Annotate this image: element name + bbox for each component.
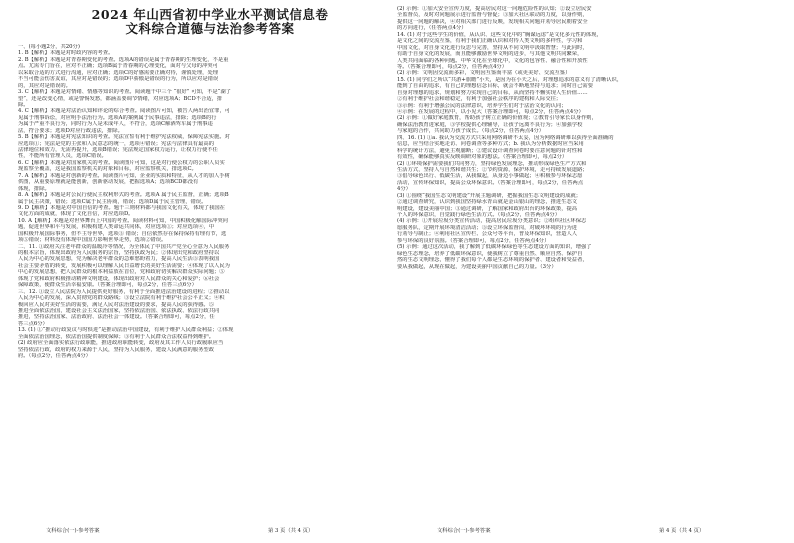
answer-line: 题，促进世界和平与发展，积极构建人类命运共同体，对应选项①；对应选项④，中 xyxy=(18,224,214,231)
answer-line: 有助于自身文化的发展，而且能够激励世界文明的进步，与其他文明共同繁荣， xyxy=(397,51,583,58)
answer-line: 推进全面依法治国，建设社会主义法治国家，坚持依法治国、依法执政、依法行政共同 xyxy=(18,307,220,314)
answer-line: 然的生态文明理念，懂得了我们每个人都是生态环境的保护者、建设者和受益者， xyxy=(397,257,588,264)
answer-line: (2) 政府应全面落实依法行政职能，推进政府职能转变，政府及其工作人员行政履职应当 xyxy=(18,340,224,347)
answer-line: 9. D【解析】本题是对中国自信的考查。题干三则材料都与我国文化有关，体现了我国在 xyxy=(18,204,225,211)
answer-line: 4分） xyxy=(397,186,411,193)
answer-line: 保障政策，使群众生活幸福安康。（答案合理即可，每点2分，任答三点6分） xyxy=(18,282,197,289)
answer-line: 7. A【解析】本题是对创新的考查。阅读图片可知，企业的实质和特征，从人才的加人手树 xyxy=(18,172,230,179)
answer-line: 法，符合要求；选项D对应行政违法，排除。 xyxy=(18,127,123,134)
answer-line: 确保法治教育进家庭，③学校提供心理辅导，让孩子远离不良行为；④加强学校 xyxy=(397,121,583,128)
answer-line: 个人的环保意识，自觉践行绿色生活方式。（每点2分，任答两点4分） xyxy=(397,212,560,218)
answer-line: 现监察全覆盖，这是我国监察机关的对象和目标，对应监察机关，排选项C。 xyxy=(18,166,197,173)
answer-line: 体现，排除。 xyxy=(18,185,50,192)
answer-line: 府。（每点2分，任答两点4分） xyxy=(18,353,91,359)
answer-line: 推进，坚持法治国家、法治政府、法治社会一体建设。（答案合理即可，每点2分，任 xyxy=(18,314,215,321)
footer-doc-name: 文科综合(一)·参考答案 xyxy=(46,528,100,534)
answer-line: 1. B【解析】本题是对时政内容的考查。 xyxy=(18,50,114,57)
answer-line: 应选项①；宪法是党的主张和人民意志的统一，选项④错误；宪法与法律具有最高的 xyxy=(18,140,214,147)
answer-page-right xyxy=(397,0,794,543)
answer-line: (4) 示例：①开展垃圾分类宣传活动，提高居民垃圾分类意识；②组织社区环保志 xyxy=(397,218,587,225)
answer-line: 10. A【解析】本题是对世界舞台上中国的考查。阅读材料可知，中国积极化解国际冲突问 xyxy=(18,217,228,224)
answer-line: 能到了自由的追求，有自己的理想信念目标，就会不断地坚持与追求；同时自己需要 xyxy=(397,83,593,90)
answer-line: 5. B【解析】本题是对宪法知识的考查。宪法宣誓有利于维护宪法权威，保障宪法实施。对 xyxy=(18,134,230,141)
answer-line: 一、(每小题2分，共20分) xyxy=(18,44,80,50)
answer-line: (2) 示例：①做好家庭教育，帮助孩子树立正确的价值观；②教育引导家长以身作则， xyxy=(397,115,597,122)
answer-line: 的根本宗旨，体现出政府为人民服务的宗旨，坚持执政为民；②体现出党和政府坚持以 xyxy=(18,250,220,256)
answer-line: 点。尤需专门旨在，应对不正确；选项B属于青春期的心理变化，面对与父母的冲突可 xyxy=(18,63,218,70)
answer-column-right xyxy=(397,6,780,270)
answer-line: 二、11. ①政府关注老年群众的温暖冷等情况，为全体民了中国共产党全心全意为人民服务 xyxy=(18,243,230,250)
answer-line: 自身对理想的追求，规划和努力实现自己的目标，从而坚持不懈实现人生价值…… xyxy=(397,89,588,96)
answer-column-left xyxy=(18,44,380,359)
answer-line: 三、12. ①设立人民法院为人民提供更好服务，有利于全面推进法治建设的进程；②推动以 xyxy=(18,288,230,295)
answer-line: 14. (1) 对于这些学生的价值，从认识、这些文化中的“胸谋远虑”是文化多元性的体现， xyxy=(397,31,602,38)
answer-line: 提供这一问题的解决，④对相关部门进行反映，发现相关问题并劝导居民朝着安全 xyxy=(397,18,588,25)
answer-line: 见属于刑事诉讼，对应明手法治行为。选项A的案例属于民事违法，排除；选项B的行 xyxy=(18,114,217,121)
answer-line: ④示例：在发展的过程中，以小见大（答案合理即可，每点2分，任答两点4分） xyxy=(397,109,584,115)
answer-line: ③示例：有利于增强公民的法律意识，培养学生们对于法治文化的认同； xyxy=(397,102,567,109)
answer-line: 文化方面的成就，体现了文化自信，对应选项D。 xyxy=(18,211,134,218)
answer-line: 绿色生态理念，培养了低碳环保意识，使我树立了尊重自然、顺应自然、保护自 xyxy=(397,250,583,257)
answer-line: 性，不能所有管理人员，选项C错误。 xyxy=(18,153,107,160)
answer-line: (3) ①围绕“我国生态文明建设”开展主题调研，把握我国生态文明建设的成就； xyxy=(397,192,582,199)
answer-line: 人民为中心的发展思想，党为解决老年群众的急难愁盼着力，提高人民生活③表明我国 xyxy=(18,256,220,263)
answer-line: 为属于严重不良行为，同时行为人是未成年人，不符合，选项C解酒驾车属于刑事违 xyxy=(18,121,213,128)
answer-line: ③倡导绿色出行、低碳生活，从我做起，从身边小事做起；④积极参与环保志愿 xyxy=(397,173,583,180)
answer-line: 行劝导与制止；④利用社区宣传栏、公众号等平台，普及环保知识，营造人人 xyxy=(397,231,578,238)
answer-line: 科学的统计方法，避免主观臆断；②建议设计调查问卷时要注意问题的针对性和 xyxy=(397,147,583,154)
answer-line: 参与环保的良好氛围。（答案合理即可，每点2分，任答两点4分） xyxy=(397,237,550,244)
answer-line: 信息，应当结合实地走访、问卷调查等多种方式；b. 我认为分析数据时应当采用 xyxy=(397,141,584,148)
answer-line: 6. C【解析】本题是对国家机关的考查。阅读图片可知，这是对行使公权力的公职人员实 xyxy=(18,159,225,166)
document-title: 2024 年山西省初中学业水平测试信息卷 xyxy=(91,7,329,22)
answer-line: 供图，从重要原理就是能创新，创新驱动发展，把握选项A；选项BCD都没有 xyxy=(18,179,199,186)
document-subtitle: 文科综合道德与法治参考答案 xyxy=(125,21,295,36)
answer-line: 极回应人民对美好生活的需要，满足人民对法治建设的要求，提高人民的获得感。⑤ xyxy=(18,301,214,308)
answer-line: 明建设，建设美丽中国；③通过调研，了解国家和政府出台的环保政策，提高 xyxy=(397,205,578,212)
answer-line: 3. C【解析】本题是对情绪、情感等知识的考查。阅读题干中三个 “很好” 可知，不是“湖了 xyxy=(18,89,231,96)
answer-line: 与家庭的合作，共同助力孩子成长。（每点2分，任答两点4分） xyxy=(397,128,545,135)
answer-line: 国积极开展国际事务，但不主导世界，选项③ 错误；自信依然存在保持保持有理有节，选 xyxy=(18,230,227,237)
footer-page-number: 第 3 页（共 4 页） xyxy=(268,528,314,534)
answer-line: 是文化之间的交流互鉴，有利于我们正确认识和对待人类文明的多样性，学习和 xyxy=(397,38,583,45)
answer-line: 中国文化，对自身文化进行反思与完善，坚持从不同文明中汲取智慧；与此同时， xyxy=(397,44,588,51)
answer-line: 15. (1) 同学们之所以“共游+旅瞻”小天，是因为在小天之后，对理想追求的意义有了清晰认识， xyxy=(397,76,623,83)
answer-line: 的方向进行，（任答两点4分） xyxy=(397,25,467,32)
answer-line: 4. C【解析】本题是对法治认知和评论的综合考查。阅读图片可知，被告人两出治宜罪，可 xyxy=(18,108,231,115)
answer-line: 答三点6分） xyxy=(18,320,48,327)
answer-line: 2. B【解析】本题是对青春期变化的考查。选项A的错误是属于青春期的生理变化，不是重 xyxy=(18,56,229,63)
answer-line: 社会主要矛盾的转变，发展积极可以理解人民日益增长的美好生活需要；④体现了以人民为 xyxy=(18,262,230,269)
answer-line: 的，其应对是错误的。 xyxy=(18,82,71,89)
answer-line: 全面依法治国理念，依法治国提供制度保障；③有利于人民群众合法权益得到维护。 xyxy=(18,333,214,340)
answer-line: 四、16. (1) ①a. 我认为交流方式只采用网络调研不太妥，因为网络调研难以获得全面准确的 xyxy=(397,134,614,141)
answer-line: 不当可能会伤害友谊，其应对是错误的；选项D中骄傲是错误的行为，所以应对是错误 xyxy=(18,76,219,83)
answer-line: 体现了党和政府积极推动精神文明建设，体现出政府对人民群众的关心和爱护；⑥社会 xyxy=(18,275,220,282)
footer-page-number: 第 4 页（共 4 页） xyxy=(659,528,705,534)
answer-line: (5) 示例：通过这次活动，我了解到了低碳环保绿色等生态建设方面的知识，增强了 xyxy=(397,244,592,251)
answer-line: ②有利于维护社会和谐稳定，有利于加强社会秩序的建构和人际交往； xyxy=(397,96,562,103)
answer-line: 法律地位和效力，无需再提升，选项B错误；宪法规定国家权力运行，让权力行使不任 xyxy=(18,147,218,153)
answer-line: 项⑤错误；材料没有体现中国国力影响世界走势，选项②错误。 xyxy=(18,237,167,244)
answer-line: 要从我做起，从现在做起，为建设美丽中国贡献自己的力量。（3分） xyxy=(397,263,557,270)
answer-line: 愿服务队，定期开展环境清洁活动；③设立环保监督岗，对破坏环境的行为进 xyxy=(397,224,578,231)
answer-line: ②通过调查研究，认识到我国坚持绿水青山就是金山银山的理念，推进生态文 xyxy=(397,199,578,206)
answer-line: (2) 示例：文明因交流而多彩，文明因互鉴而丰富（或更美好、交流互鉴） xyxy=(397,70,571,77)
footer-doc-name: 文科综合(一)·参考答案 xyxy=(437,528,491,534)
answer-line: 有效性，确保能够真实反映调研对象的想法。（答案合理即可，每点2分） xyxy=(397,154,568,161)
answer-line: (2) 示例：①加大安全宣传力度，提高居民对这一问题危险性的认知；②设立居民安 xyxy=(397,6,592,12)
answer-line: 13. (1) ①“推动行政复议与时俱进”是推动法治中国建设，有利于维护人民群众利益；②体现 xyxy=(18,327,234,334)
answer-line: 全监督员，及时对问题展示进行监督与督促；③加大社区联动的力度，以身作则， xyxy=(397,12,588,19)
answer-line: 8. A【解析】本题是对公民行使民主权利形式的考查。选项A 属于民主监督，正确；选项B xyxy=(18,192,229,199)
answer-line: 属于民主决策，错误；选项C属于民主协商，错误；选项D属于民主管理，错误。 xyxy=(18,198,207,205)
answer-line: (2) ①环境保护需要我们共同努力，坚持绿色发展理念，推动形成绿色生产方式和 xyxy=(397,160,587,167)
answer-line: 除。 xyxy=(18,101,29,108)
answer-line: 中心的发展思想，把人民群众的根本利益放在首位，党和政府切实解决群众实际问题；⑤ xyxy=(18,269,225,276)
answer-line: 望”，还是改变心情，或是警惕发愁，都涵盖要调节情绪，对应选项A；BCD不合适，排 xyxy=(18,95,223,102)
answer-line: 以采取合适的方式进行沟通，应对正确；选项C的好感需要正确对待，谨慎处理，处理 xyxy=(18,69,219,76)
answer-line: 活动，宣传环保知识，提高公众环保意识。（答案合理即可，每点2分，任答两点 xyxy=(397,179,584,186)
answer-line: 等。（答案合理即可，每点2分，任答两点4分） xyxy=(397,63,508,70)
answer-line: 坚持依法行政，政府的权力来源于人民，坚持为人民服务，建设人民满意的服务型政 xyxy=(18,346,214,353)
answer-line: 人民为中心的发展，深入贯彻党的群众路线；③设立法院有利于维护社会公平正义；④积 xyxy=(18,295,225,302)
answer-line: 生活方式，坚持人与自然和谐共生；②节约资源，保护环境，走可持续发展道路； xyxy=(397,166,588,173)
answer-line: 人类共同面临的各种问题。中华文化在全球化中，文化的包容性、融合性和开放性 xyxy=(397,57,588,64)
